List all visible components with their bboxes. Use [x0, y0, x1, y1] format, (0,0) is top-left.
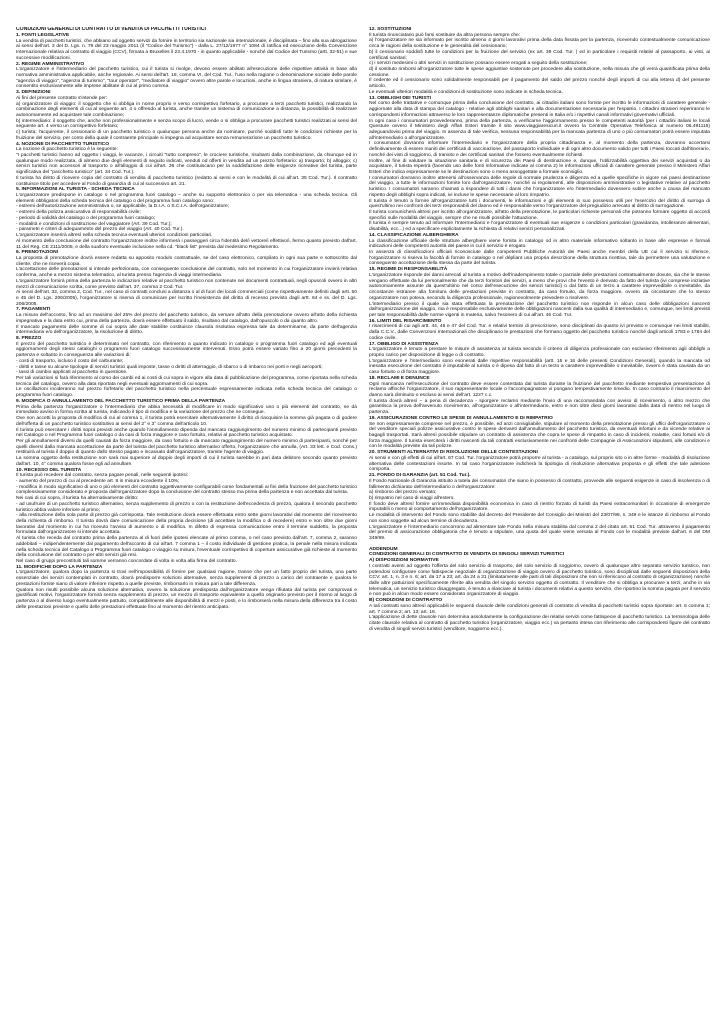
- paragraph: Prima della partenza l'organizzatore o l'intermediario che abbia necessità di modificare in modo significativo uno o più elementi del contratto, ne dà immediato avviso in forma scritta al turista, indicando il tipo di modifica e la variazione del prezzo che ne consegue.: [16, 404, 357, 416]
- paragraph: Il fondo deve altresì fornire un'immediata disponibilità economica in caso di rientro forzato di turisti da Paesi extracomunitari in occasione di emergenze imputabili o meno al comportamento dell'organizzatore.: [369, 501, 710, 513]
- paragraph: Le modalità di intervento del Fondo sono stabilite dal decreto del Presidente del Consiglio dei Ministri del 23/07/99, n. 349 e le istanze di rimborso al Fondo non sono soggette ad alcun termine di decadenza.: [369, 513, 710, 524]
- section-heading: 11. MODIFICHE DOPO LA PARTENZA: [16, 564, 103, 570]
- paragraph: Ai sensi e con gli effetti di cui all'art. 67 Cod. Tur. l'organizzatore potrà proporre al turista - a catalogo, sul proprio sito o in altre forme - modalità di risoluzione alternativa delle contestazioni insorte. In tal caso l'organizzatore indicherà la tipologia di risoluzione alternativa proposta e gli effetti che tale adesione comporta.: [369, 455, 710, 473]
- paragraph: Il turista ha diritto di ricevere copia del contratto di vendita di pacchetto turistico (redatto ai sensi e con le modalità di cui all'art. 35 Cod. Tur.). Il contratto costituisce titolo per accedere al Fondo di garanzia di cui al successivo art. 21.: [16, 175, 357, 187]
- section-heading: 7. PAGAMENTI: [16, 307, 51, 313]
- paragraph: L'organizzatore e l'intermediario del pacchetto turistico, cui il turista si rivolge, devono essere abilitati all'esecuzione delle rispettive attività in base alla normativa amministrativa applicabile, anche regionale. Ai sensi dell'art. 18, comma VI, del Cod. Tur., l'uso nella ragione o denominazione sociale delle parole "agenzia di viaggio", "agenzia di turismo", "tour operator", "mediatore di viaggio" ovvero altre parole e locuzioni, anche in lingua straniera, di natura similare, è consentito esclusivamente alle imprese abilitate di cui al primo comma.: [16, 67, 357, 90]
- paragraph: La classificazione ufficiale delle strutture alberghiere viene fornita in catalogo od in altro materiale informativo soltanto in base alle espresse e formali indicazioni delle competenti autorità del paese in cui il servizio è erogato.: [369, 238, 710, 250]
- paragraph: Il prezzo del pacchetto turistico è determinato nel contratto, con riferimento a quanto indicato in catalogo o programma fuori catalogo ed agli eventuali aggiornamenti degli stessi cataloghi o programmi fuori catalogo successivamente intervenuti. Esso potrà essere variato fino a 20 giorni precedenti la partenza e soltanto in conseguenza alle variazioni di:: [16, 341, 357, 359]
- section-heading: 21. FONDO DI GARANZIA (art. 51 Cod. Tur.).: [369, 473, 471, 479]
- paragraph: b) rimpatrio nel caso di viaggi all'estero.: [369, 495, 455, 501]
- section-heading: 5. INFORMAZIONI AL TURISTA - SCHEDA TECNICA: [16, 187, 135, 193]
- paragraph: - periodo di validità del catalogo o del programma fuori catalogo;: [16, 215, 156, 221]
- section-heading: 20. STRUMENTI ALTERNATIVI DI RISOLUZIONE DELLE CONTESTAZIONI: [369, 450, 538, 456]
- paragraph: Se non espressamente comprese nel prezzo, è possibile, ed anzi consigliabile, stipulare al momento della prenotazione presso gli uffici dell'organizzatore o del venditore speciali polizze assicurative contro le spese derivanti dall'annullamento del pacchetto turistico, da eventuali infortuni e da vicende relative ai bagagli trasportati. Sarà altresì possibile stipulare un contratto di assistenza che copra le spese di rimpatrio in caso di incidenti, malattie, casi fortuiti e/o di forza maggiore. Il turista eserciterà i diritti nascenti da tali contratti esclusivamente nei confronti delle Compagnie di Assicurazioni stipulanti, alle condizioni e con le modalità previste da tali polizze.: [369, 421, 710, 450]
- section-heading: 12. SOSTITUZIONI: [369, 27, 412, 32]
- paragraph: L'applicazione di dette clausole non determina assolutamente la configurazione dei relativi servizi come fattispecie di pacchetto turistico. La terminologia delle citate clausole relativa al contratto di pacchetto turistico (organizzatore, viaggio ecc.) va pertanto intesa con riferimento alle corrispondenti figure del contratto di vendita di singoli servizi turistici (venditore, soggiorno ecc.).: [369, 615, 710, 632]
- paragraph: - diritti e tasse su alcune tipologie di servizi turistici quali imposte, tasse o diritti di atterraggio, di sbarco o di imbarco nei porti e negli aeroporti;: [16, 364, 323, 370]
- paragraph: Inoltre, al fine di valutare la situazione sanitaria e di sicurezza dei Paesi di destinazione e, dunque, l'utilizzabilità oggettiva dei servizi acquistati o da acquistare, il turista reperirà (facendo uso delle fonti informative indicate al comma 2) le informazioni ufficiali di carattere generale presso il Ministero Affari Esteri che indica espressamente se le destinazioni sono o meno assoggettate a formale sconsiglio.: [369, 158, 710, 175]
- section-heading: 18. RECLAMI E DENUNCE: [369, 375, 430, 381]
- paragraph: - modifica in modo significativo di uno o più elementi del contratto oggettivamente configurabili come fondamentali ai fini della fruizione del pacchetto turistico complessivamente considerato e proposta dall'organizzatore dopo la conclusione del contratto stesso ma prima della partenza e non accettata dal turista.: [16, 484, 357, 496]
- section-heading: 9. MODIFICA O ANNULLAMENTO DEL PACCHETTO TURISTICO PRIMA DELLA PARTENZA: [16, 398, 226, 404]
- paragraph: b) il cessionario soddisfi tutte le condizioni per la fruizione del servizio (ex art. 39 Cod. Tur. ) ed in particolare i requisiti relativi al passaporto, ai visti, ai certificati sanitari;: [369, 49, 710, 61]
- paragraph: - modalità e condizioni di sostituzione del viaggiatore (Art. 39 Cod. Tur.);: [16, 221, 172, 227]
- section-heading: 15. REGIME DI RESPONSABILITÀ: [369, 267, 448, 273]
- paragraph: L'organizzatore, qualora dopo la partenza si trovi nell'impossibilità di fornire per qualsiasi ragione, tranne che per un fatto proprio del turista, una parte essenziale dei servizi contemplati in contratto, dovrà predisporre soluzioni alternative, senza supplementi di prezzo a carico del contraente e qualora le prestazioni fornite siano di valore inferiore rispetto a quelle previste, rimborsarlo in misura pari a tale differenza.: [16, 570, 357, 587]
- addendum-title: CONDIZIONI GENERALI DI CONTRATTO DI VENDITA DI SINGOLI SERVIZI TURISTICI: [369, 552, 565, 558]
- paragraph: b) intermediario: il soggetto che, anche non professionalmente e senza scopo di lucro, vende o si obbliga a procurare pacchetti turistici realizzati ai sensi del seguente art. 4 verso un corrispettivo forfetario;: [16, 118, 357, 130]
- paragraph: L'organizzatore e l'intermediario concorrono ad alimentare tale Fondo nella misura stabilita dal comma 2 del citato art. 51 Cod. Tur. attraverso il pagamento del premio di assicurazione obbligatoria che è tenuto a stipulare, una quota del quale viene versata al Fondo con le modalità previste dall'art. 6 del DM 349/99.: [369, 524, 710, 541]
- section-heading: B) CONDIZIONI DI CONTRATTO: [369, 598, 443, 604]
- paragraph: L'organizzatore risponde dei danni arrecati al turista a motivo dell'inadempimento totale o parziale delle prestazioni contrattualmente dovute, sia che le stesse vengano effettuate da lui personalmente che da terzi fornitori dei servizi, a meno che provi che l'evento è derivato da fatto del turista (ivi comprese iniziative autonomamente assunte da quest'ultimo nel corso dell'esecuzione dei servizi turistici) o dal fatto di un terzo a carattere imprevedibile o inevitabile, da circostanze estranee alla fornitura delle prestazioni previste in contratto, da caso fortuito, da forza maggiore, ovvero da circostanze che lo stesso organizzatore non poteva, secondo la diligenza professionale, ragionevolmente prevedere o risolvere.: [369, 272, 710, 301]
- paragraph: L'organizzatore inserirà altresì nella scheda tecnica eventuali ulteriori condizioni particolari.: [16, 233, 213, 239]
- section-heading: 3. DEFINIZIONI: [16, 90, 51, 96]
- paragraph: La misura dell'acconto, fino ad un massimo del 25% del prezzo del pacchetto turistico, da versare all'atto della prenotazione ovvero all'atto della richiesta impegnativa e la data entro cui, prima della partenza, dovrà essere effettuato il saldo, risultano dal catalogo, dall'opuscolo o da quanto altro.: [16, 313, 357, 324]
- paragraph: I consumatori dovranno inoltre attenersi all'osservanza delle regole di normale prudenza e diligenza ed a quelle specifiche in vigore nei paesi destinazione del viaggio, a tutte le informazioni fornite loro dall'organizzatore, nonché ai regolamenti, alle disposizioni amministrative o legislative relative al pacchetto turistico. I consumatori saranno chiamati a rispondere di tutti i danni che l'organizzatore e/o l'intermediario dovessero subire anche a causa del mancato rispetto degli obblighi sopra indicati, ivi incluse le spese necessarie al loro rimpatrio.: [369, 175, 710, 198]
- section-heading: 8. PREZZO: [16, 336, 42, 341]
- paragraph: Il turista può esercitare i diritti sopra previsti anche quando l'annullamento dipenda dal mancato raggiungimento del numero minimo di partecipanti previsto nel Catalogo o nel Programma fuori catalogo o da casi di forza maggiore e caso fortuito, relativi al pacchetto turistico acquistato.: [16, 427, 357, 439]
- paragraph: Al turista che receda dal contratto prima della partenza al di fuori delle ipotesi elencate al primo comma, o nel caso previsto dall'art. 7, comma 2, saranno addebitati – indipendentemente dal pagamento dell'acconto di cui all'art. 7 comma 1 – il costo individuale di gestione pratica, la penale nella misura indicata nella scheda tecnica del Catalogo o Programma fuori catalogo o viaggio su misura, l'eventuale corrispettivo di coperture assicurative già richieste al momento della conclusione del contratto o per altri servizi già resi.: [16, 536, 357, 559]
- paragraph: Per gli annullamenti diversi da quelli causati da forza maggiore, da caso fortuito e da mancato raggiungimento del numero minimo di partecipanti, nonché per quelli diversi dalla mancata accettazione da parte del turista del pacchetto turistico alternativo offerto, l'organizzatore che annulla, (Art. 33 lett. e Cod. Cons.) restituirà al turista il doppio di quanto dallo stesso pagato e incassato dall'organizzatore, tramite l'agente di viaggio.: [16, 438, 357, 456]
- paragraph: Nei casi di cui sopra, il turista ha alternativamente diritto:: [16, 496, 139, 502]
- paragraph: "I pacchetti turistici hanno ad oggetto i viaggi, le vacanze, i circuiti "tutto compreso", le crociere turistiche, risultanti dalla combinazione, da chiunque ed in qualunque modo realizzata, di almeno due degli elementi di seguito indicati, venduti od offerti in vendita ad un prezzo forfetario: a) trasporto; b) alloggio; c) servizi turistici non accessori al trasporto o all'alloggio di cui all'art. 36 che costituiscano per la soddisfazione delle esigenze ricreative del turista, parte significativa del "pacchetto turistico" (art. 34 Cod. Tur.).: [16, 153, 357, 176]
- section-heading: 14. CLASSIFICAZIONE ALBERGHIERA: [369, 232, 459, 238]
- paragraph: La nozione di pacchetto turistico è la seguente:: [16, 147, 118, 153]
- paragraph: Ai fini del presente contratto s'intende per:: [16, 95, 108, 101]
- paragraph: - costi di trasporto, incluso il costo del carburante;: [16, 358, 124, 364]
- paragraph: Ogni mancanza nell'esecuzione del contratto deve essere contestata dal turista durante la fruizione del pacchetto mediante tempestiva presentazione di reclamo affinché l'organizzatore, il suo rappresentante locale o l'accompagnatore vi pongano tempestivamente rimedio. In caso contrario il risarcimento del danno sarà diminuito o escluso ai sensi dell'art. 1227 c.c.: [369, 381, 710, 398]
- paragraph: c) i servizi medesimi o altri servizi in sostituzione possano essere erogati a seguito della sostituzione;: [369, 61, 588, 67]
- section-heading: 2. REGIME AMMINISTRATIVO: [16, 61, 85, 67]
- paragraph: c) turista: l'acquirente, il cessionario di un pacchetto turistico o qualunque persona anche da nominare, purché soddisfi tutte le condizioni richieste per la fruizione del servizio, per conto della quale il contraente principale si impegna ad acquistare senza remunerazione un pacchetto turistico.: [16, 130, 357, 141]
- paragraph: I contratti aventi ad oggetto l'offerta del solo servizio di trasporto, del solo servizio di soggiorno, ovvero di qualunque altro separato servizio turistico, non potendosi configurare come fattispecie negoziale di organizzazione di viaggio ovvero di pacchetto turistico, sono disciplinati dalle seguenti disposizioni della CCV: art. 1, n. 3 e n. 6; art. da 17 a 23; art. da 24 a 31 (limitatamente alle parti di tali disposizioni che non si riferiscono al contratto di organizzazione) nonché dalle altre pattuizioni specificamente riferite alla vendita del singolo servizio oggetto di contratto. Il venditore che si obbliga a procurare a terzi, anche in via telematica, un servizio turistico disaggregato, è tenuto a rilasciare al turista i documenti relativi a questo servizio, che riportino la somma pagata per il servizio e non può in alcun modo essere considerato organizzatore di viaggio.: [369, 563, 710, 598]
- paragraph: Nel corso delle trattative e comunque prima della conclusione del contratto, ai cittadini italiani sono fornite per iscritto le informazioni di carattere generale - aggiornate alla data di stampa del catalogo - relative agli obblighi sanitari e alla documentazione necessaria per l'espatrio. I cittadini stranieri reperiranno le corrispondenti informazioni attraverso le loro rappresentanze diplomatiche presenti in Italia e/o i rispettivi canali informativi governativi ufficiali.: [369, 101, 710, 118]
- paragraph: La somma oggetto della restituzione non sarà mai superiore al doppio degli importi di cui il turista sarebbe in pari data debitore secondo quanto previsto dall'art. 10, 4° comma qualora fosse egli ad annullare.: [16, 456, 357, 467]
- paragraph: - parametri e criteri di adeguamento del prezzo del viaggio (Art. 40 Cod. Tur.).: [16, 227, 184, 233]
- paragraph: Per tali variazioni si farà riferimento al corso dei cambi ed ai costi di cui sopra in vigore alla data di pubblicazione del programma, come riportata nella scheda tecnica del catalogo, ovvero alla data riportata negli eventuali aggiornamenti di cui sopra.: [16, 376, 357, 387]
- paragraph: Ai sensi dell'art. 32, comma 2, Cod. Tur., nel caso di contratti conclusi a distanza o al di fuori dei locali commerciali (come rispettivamente definiti dagli artt. 50 e 45 del D. Lgs. 206/2005), l'organizzatore si riserva di comunicare per iscritto l'inesistenza del diritto di recesso previsto dagli artt. 64 e ss. del D. Lgs. 206/2005.: [16, 290, 357, 307]
- paragraph: Il turista dovrà altresì – a pena di decadenza - sporgere reclamo mediante l'invio di una raccomandata con avviso di ricevimento, o altro mezzo che garantisca la prova dell'avvenuto ricevimento, all'organizzatore o all'intermediario, entro e non oltre dieci giorni lavorativi dalla data di rientro nel luogo di partenza.: [369, 398, 710, 416]
- paragraph: Il mancato pagamento delle somme di cui sopra alle date stabilite costituisce clausola risolutiva espressa tale da determinarne, da parte dell'agenzia intermediaria e/o dell'organizzatore, la risoluzione di diritto.: [16, 324, 357, 336]
- section-heading: 10. RECESSO DEL TURISTA: [16, 467, 82, 473]
- paragraph: d) il sostituto rimborsi all'organizzatore tutte le spese aggiuntive sostenute per procedere alla sostituzione, nella misura che gli verrà quantificata prima della cessione.: [369, 67, 710, 78]
- left-column: [16, 27, 357, 1012]
- section-heading: A) DISPOSIZIONI NORMATIVE: [369, 558, 439, 564]
- paragraph: L'organizzatore e l'intermediario sono esonerati dalle rispettive responsabilità (artt. 15 e 16 delle presenti Condizioni Generali), quando la mancata od inesatta esecuzione del contratto è imputabile al turista o è dipesa dal fatto di un terzo a carattere imprevedibile o inevitabile, ovvero è stata causata da un caso fortuito o di forza maggiore.: [369, 358, 710, 376]
- paragraph: Nel caso di gruppi precostituiti tali somme verranno concordate di volta in volta alla firma del contratto.: [16, 559, 238, 565]
- section-heading: 17. OBBLIGO DI ASSISTENZA: [369, 341, 439, 347]
- paragraph: La vendita di pacchetti turistici, che abbiano ad oggetto servizi da fornire in territorio sia nazionale sia internazionale, è disciplinata – fino alla sua abrogazione ai sensi dell'art. 3 del D. Lgs. n. 79 del 23 maggio 2011 (il "Codice del Turismo") - dalla L. 27/12/1977 n° 1084 di ratifica ed esecuzione della Convenzione Internazionale relativa al contratto di viaggio (CCV), firmata a Bruxelles il 23.4.1970 - in quanto applicabile - nonché dal Codice del Turismo (artt. 32-51) e sue successive modificazioni.: [16, 38, 357, 61]
- paragraph: Il turista rinunciatario può farsi sostituire da altra persona sempre che:: [369, 32, 521, 38]
- section-heading: 1. FONTI LEGISLATIVE: [16, 32, 70, 38]
- paragraph: Il turista può recedere dal contratto, senza pagare penali, nelle seguenti ipotesi:: [16, 473, 189, 479]
- paragraph: Al momento della conclusione del contratto l'organizzatore inoltre informerà i passeggeri circa l'identità del/i vettore/i effettivo/i, fermo quanto previsto dall'art. 11 del Reg. CE 2111/2005, e della sua/loro eventuale inclusione nella cd. "black list" prevista dal medesimo Regolamento.: [16, 238, 357, 250]
- paragraph: L'accettazione delle prenotazioni si intende perfezionata, con conseguente conclusione del contratto, solo nel momento in cui l'organizzatore invierà relativa conferma, anche a mezzo sistema telematico, al turista presso l'agenzia di viaggi intermediaria.: [16, 267, 357, 279]
- section-heading: ADDENDUM: [369, 546, 398, 552]
- right-column: [369, 27, 710, 1012]
- paragraph: Le oscillazioni incideranno sul prezzo forfetario del pacchetto turistico nella percentuale espressamente indicata nella scheda tecnica del catalogo o programma fuori catalogo.: [16, 387, 357, 399]
- section-heading: 6. PRENOTAZIONI: [16, 250, 59, 256]
- paragraph: I consumatori dovranno informare l'intermediario e l'organizzatore della propria cittadinanza e, al momento della partenza, dovranno accertarsi definitivamente di essere muniti dei certificati di vaccinazione, del passaporto individuale e di ogni altro documento valido per tutti i Paesi toccati dall'itinerario, nonché dei visti di soggiorno, di transito e dei certificati sanitari che fossero eventualmente richiesti.: [369, 141, 710, 158]
- paragraph: L'organizzatore è tenuto a prestare le misure di assistenza al turista secondo il criterio di diligenza professionale con esclusivo riferimento agli obblighi a proprio carico per disposizione di legge o di contratto.: [369, 347, 710, 358]
- paragraph: a) l'organizzatore ne sia informato per iscritto almeno 4 giorni lavorativi prima della data fissata per la partenza, ricevendo contestualmente comunicazione circa le ragioni della sostituzione e le generalità del cessionario;: [369, 38, 710, 50]
- paragraph: I risarcimenti di cui agli artt. 44, 45 e 47 del Cod. Tur. e relativi termini di prescrizione, sono disciplinati da quanto ivi previsto e comunque nei limiti stabiliti, dalla C.C.V., dalle Convenzioni Internazionali che disciplinano le prestazioni che formano oggetto del pacchetto turistico nonché dagli articoli 1783 e 1784 del codice civile.: [369, 324, 710, 341]
- paragraph: a) rimborso del prezzo versato;: [369, 490, 437, 496]
- section-heading: 19. ASSICURAZIONE CONTRO LE SPESE DI ANNULLAMENTO E DI RIMPATRIO: [369, 415, 553, 421]
- paragraph: In ogni caso i consumatori provvederanno, prima della partenza, a verificarne l'aggiornamento presso le competenti autorità (per i cittadini italiani le locali Questure ovvero il Ministero degli Affari Esteri tramite il sito www.viaggiaresicuri.it ovvero la Centrale Operativa Telefonica al numero 06.491115) adeguandovisi prima del viaggio. In assenza di tale verifica, nessuna responsabilità per la mancata partenza di uno o più consumatori potrà essere imputata all'intermediario o all'organizzatore.: [369, 118, 710, 141]
- paragraph: Ove non accetti la proposta di modifica di cui al comma 1, il turista potrà esercitare alternativamente il diritto di riacquisire la somma già pagata o di godere dell'offerta di un pacchetto turistico sostitutivo ai sensi del 2° e 3° comma dell'articolo 10.: [16, 416, 357, 427]
- section-heading: 4. NOZIONE DI PACCHETTO TURISTICO: [16, 141, 110, 147]
- paragraph: - alla restituzione della sola parte di prezzo già corrisposta. Tale restituzione dovrà essere effettuata entro sette giorni lavorativi dal momento del ricevimento della richiesta di rimborso. Il turista dovrà dare comunicazione della propria decisione (di accettare la modifica o di recedere) entro e non oltre due giorni lavorativi dal momento in cui ha ricevuto l'avviso di aumento o di modifica. In difetto di espressa comunicazione entro il termine suddetto, la proposta formulata dall'organizzatore si intende accettata.: [16, 513, 357, 536]
- paragraph: - estremi dell'autorizzazione amministrativa o, se applicabile, la D.I.A. o S.C.I.A. dell'organizzatore;: [16, 204, 230, 210]
- paragraph: L'organizzatore fornirà prima della partenza le indicazioni relative al pacchetto turistico non contenute nei documenti contrattuali, negli opuscoli ovvero in altri mezzi di comunicazione scritta, come previsto dall'art. 37, comma 2 Cod. Tur.: [16, 278, 357, 290]
- paragraph: Le eventuali ulteriori modalità e condizioni di sostituzione sono indicate in scheda tecnica.: [369, 89, 563, 95]
- paragraph: La proposta di prenotazione dovrà essere redatta su apposito modulo contrattuale, se del caso elettronico, compilato in ogni sua parte e sottoscritto dal cliente, che ne riceverà copia.: [16, 255, 357, 267]
- paragraph: Il cedente ed il cessionario sono solidalmente responsabili per il pagamento del saldo del prezzo nonché degli importi di cui alla lettera d) del presente articolo.: [369, 78, 710, 90]
- paragraph: a) organizzatore di viaggio: il soggetto che si obbliga in nome proprio e verso corrispettivo forfetario, a procurare a terzi pacchetti turistici, realizzando la combinazione degli elementi di cui al seguente art. 4 o offrendo al turista, anche tramite un sistema di comunicazione a distanza, la possibilità di realizzare autonomamente ed acquistare tale combinazione;: [16, 101, 357, 118]
- paragraph: - estremi della polizza assicurativa di responsabilità civile;: [16, 210, 141, 216]
- paragraph: - tassi di cambio applicati al pacchetto in questione.: [16, 370, 128, 376]
- paragraph: L'intermediario presso il quale sia stata effettuata la prenotazione del pacchetto turistico non risponde in alcun caso delle obbligazioni nascenti dall'organizzazione del viaggio, ma è responsabile esclusivamente delle obbligazioni nascenti dalla sua qualità di intermediario e, comunque, nei limiti previsti per tale responsabilità dalle norme vigenti in materia, salvo l'esonero di cui all'art. 46 Cod. Tur.: [369, 301, 710, 318]
- paragraph: - ad usufruire di un pacchetto turistico alternativo, senza supplemento di prezzo o con la restituzione dell'eccedenza di prezzo, qualora il secondo pacchetto turistico abbia valore inferiore al primo;: [16, 501, 357, 513]
- paragraph: Il turista è sempre tenuto ad informare l'Intermediario e l'organizzatore di eventuali sue esigenze o condizioni particolari (gravidanza, intolleranze alimentari, disabilità, ecc...) ed a specificare esplicitamente la richiesta di relativi servizi personalizzati.: [369, 221, 710, 233]
- paragraph: - aumento del prezzo di cui al precedente art. 8 in misura eccedente il 10%;: [16, 478, 180, 484]
- document-title: CONDIZIONI GENERALI DI CONTRATTO DI VENDITA DI PACCHETTI TURISTICI: [16, 27, 206, 32]
- paragraph: Il Fondo Nazionale di Garanzia istituito a tutela dei consumatori che siano in possesso di contratto, provvede alle seguenti esigenze in caso di insolvenza o di fallimento dichiarato dell'intermediario o dell'organizzatore:: [369, 478, 710, 490]
- paragraph: Qualora non risulti possibile alcuna soluzione alternativa, ovvero la soluzione predisposta dall'organizzatore venga rifiutata dal turista per comprovati e giustificati motivi, l'organizzatore fornirà senza supplemento di prezzo, un mezzo di trasporto equivalente a quello originario previsto per il ritorno al luogo di partenza o al diverso luogo eventualmente pattuito, compatibilmente alle disponibilità di mezzi e posti, e lo rimborserà nella misura della differenza tra il costo delle prestazioni previste e quello delle prestazioni effettuate fino al momento del rientro anticipato.: [16, 587, 357, 610]
- paragraph: Il turista comunicherà altresì per iscritto all'organizzatore, all'atto della prenotazione, le particolari richieste personali che potranno formare oggetto di accordi specifici sulle modalità del viaggio, sempre che ne risulti possibile l'attuazione.: [369, 210, 710, 221]
- section-heading: 13. OBBLIGHI DEI TURISTI: [369, 95, 431, 101]
- paragraph: In assenza di classificazioni ufficiali riconosciute dalle competenti Pubbliche Autorità dei Paesi anche membri della UE cui il servizio si riferisce, l'organizzatore si riserva la facoltà di fornire in catalogo o nel dépliant una propria descrizione della struttura ricettiva, tale da permettere una valutazione e conseguente accettazione della stessa da parte del turista.: [369, 250, 710, 267]
- paragraph: A tali contratti sono altresì applicabili le seguenti clausole delle condizioni generali di contratto di vendita di pacchetti turistici sopra riportate: art. 6 comma 1; art. 7 comma 2; art. 13; art. 18.: [369, 603, 710, 615]
- section-heading: 16. LIMITI DEL RISARCIMENTO: [369, 318, 442, 324]
- paragraph: Il turista è tenuto a fornire all'organizzatore tutti i documenti, le informazioni e gli elementi in suo possesso utili per l'esercizio del diritto di surroga di quest'ultimo nei confronti dei terzi responsabili del danno ed è responsabile verso l'organizzatore del pregiudizio arrecato al diritto di surrogazione.: [369, 198, 710, 210]
- paragraph: L'organizzatore predispone in catalogo o nel programma fuori catalogo – anche su supporto elettronico o per via telematica - una scheda tecnica. Gli elementi obbligatori della scheda tecnica del catalogo o del programma fuori catalogo sono:: [16, 193, 357, 204]
